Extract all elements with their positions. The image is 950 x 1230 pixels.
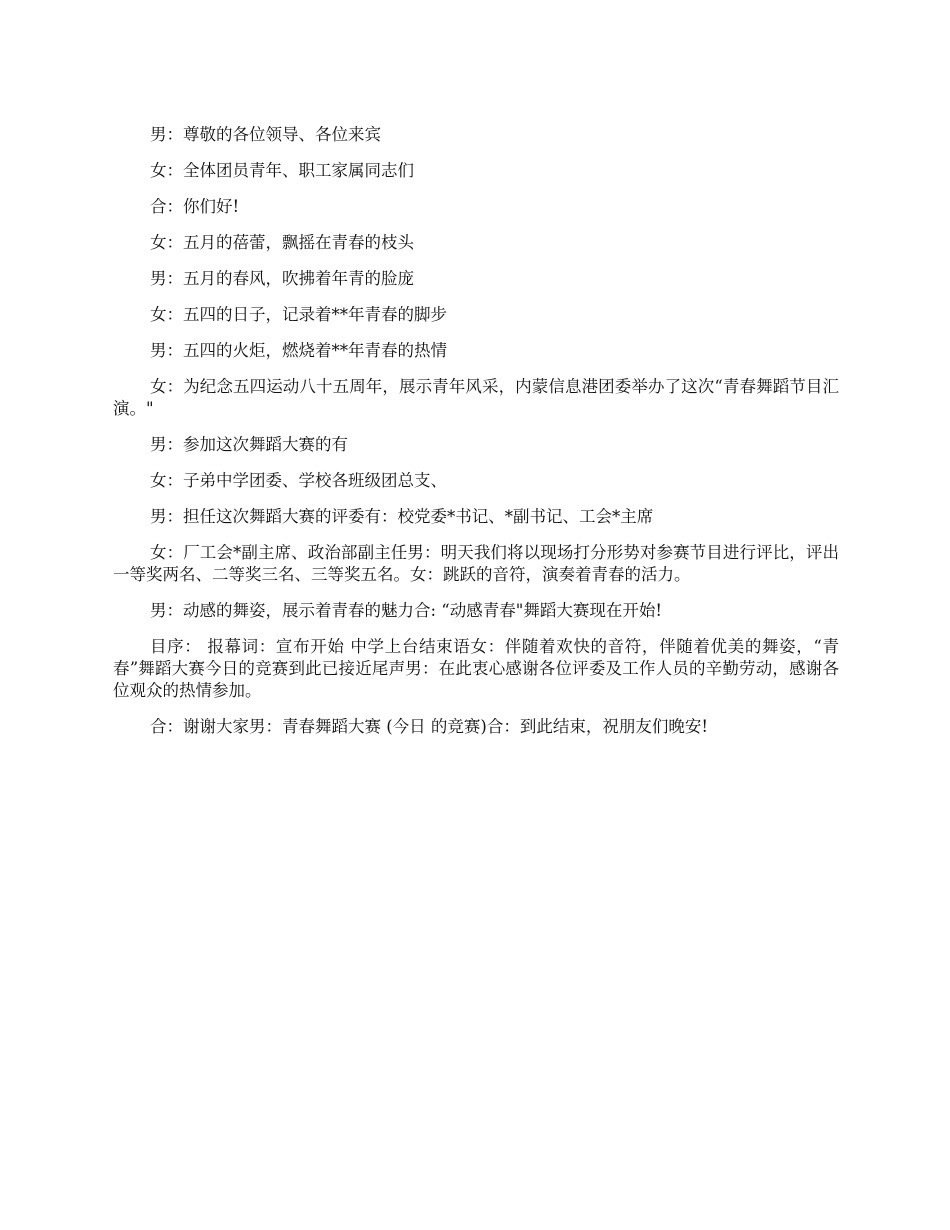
paragraph: 女：厂工会*副主席、政治部副主任男：明天我们将以现场打分形势对参赛节目进行评比，评出一等奖两名、二等奖三名、三等奖五名。女：跳跃的音符，演奏着青春的活力。 [113, 543, 839, 584]
paragraph: 男：五四的火炬，燃烧着**年青春的热情 [150, 341, 447, 360]
paragraph: 男：五月的春风，吹拂着年青的脸庞 [150, 269, 414, 288]
paragraph: 女：子弟中学团委、学校各班级团总支、 [150, 471, 447, 490]
paragraph: 女：五四的日子，记录着**年青春的脚步 [150, 305, 447, 324]
paragraph: 男：参加这次舞蹈大赛的有 [150, 435, 348, 454]
paragraph: 合：谢谢大家男：青春舞蹈大赛 (今日 的竞赛)合：到此结束，祝朋友们晚安! [150, 717, 708, 736]
paragraph: 合：你们好! [150, 197, 240, 216]
paragraph: 男：尊敬的各位领导、各位来宾 [150, 125, 381, 144]
paragraph: 目序： 报幕词：宣布开始 中学上台结束语女：伴随着欢快的音符，伴随着优美的舞姿，“青春”舞蹈大赛今日的竞赛到此已接近尾声男：在此衷心感谢各位评委及工作人员的辛勤劳动，感谢各位观众的热情参加。 [113, 637, 839, 700]
paragraph: 女：全体团员青年、职工家属同志们 [150, 161, 414, 180]
paragraph: 女：五月的蓓蕾，飘摇在青春的枝头 [150, 233, 414, 252]
paragraph: 男：动感的舞姿，展示着青春的魅力合: “动感青春"舞蹈大赛现在开始! [150, 601, 662, 620]
paragraph: 男：担任这次舞蹈大赛的评委有：校党委*书记、*副书记、工会*主席 [150, 507, 654, 526]
document-body [113, 124, 839, 752]
paragraph: 女：为纪念五四运动八十五周年，展示青年风采，内蒙信息港团委举办了这次“青春舞蹈节目汇演。" [113, 377, 839, 418]
